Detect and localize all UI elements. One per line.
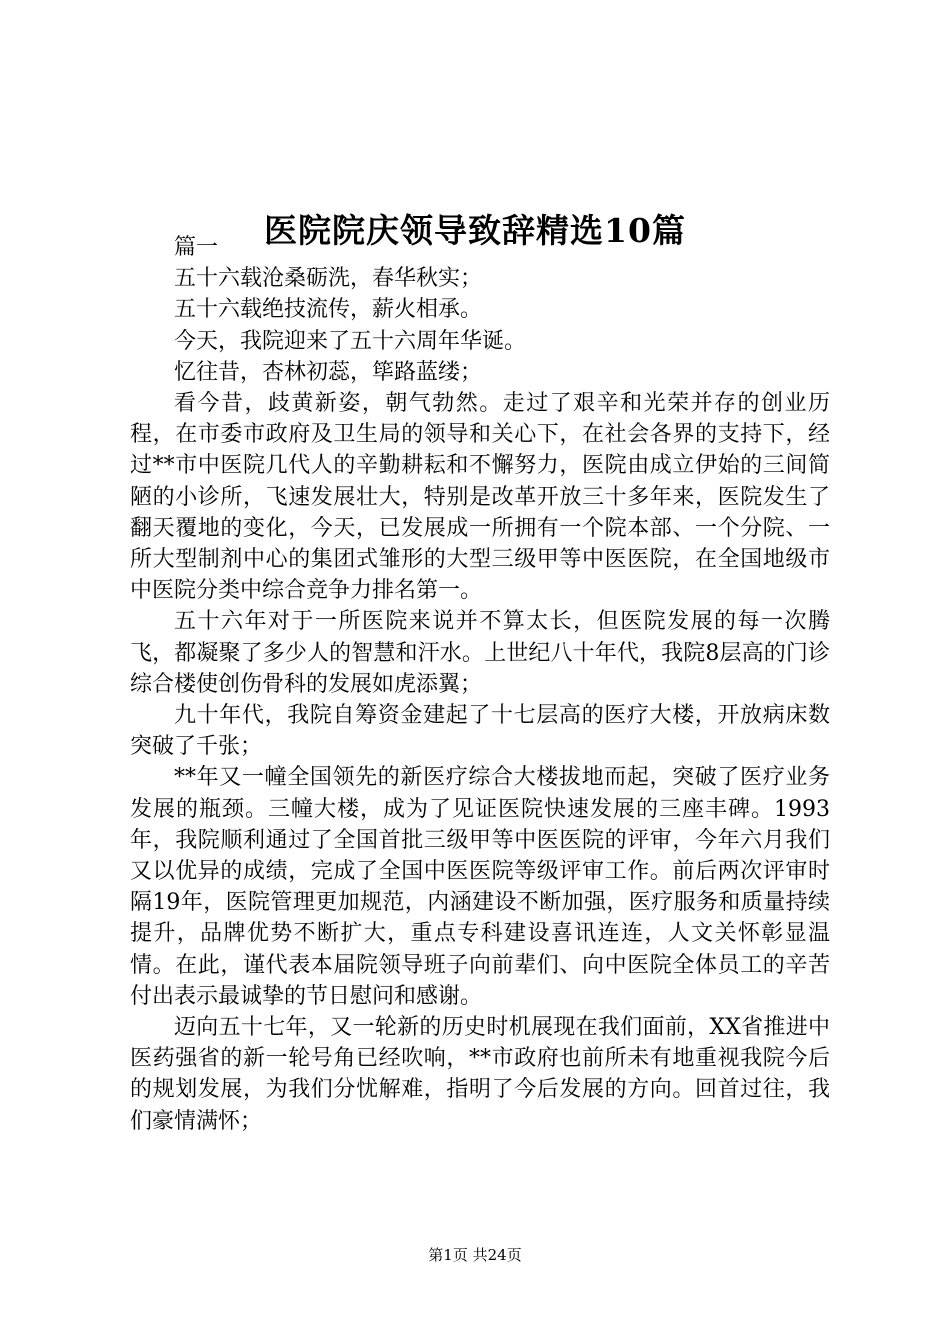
document-body — [130, 232, 830, 1137]
body-paragraph: 九十年代，我院自筹资金建起了十七层高的医疗大楼，开放病床数突破了千张； — [130, 703, 830, 760]
body-paragraph: 迈向五十七年，又一轮新的历史时机展现在我们面前，XX省推进中医药强省的新一轮号角已经吹响，**市政府也前所未有地重视我院今后的规划发展，为我们分忧解难，指明了今后发展的方向。回首过往，我们豪情满怀； — [130, 1015, 830, 1134]
document-title: 医院院庆领导致辞精选10篇 — [264, 211, 686, 251]
body-paragraph: 五十六年对于一所医院来说并不算太长，但医院发展的每一次腾飞，都凝聚了多少人的智慧和汗水。上世纪八十年代，我院8层高的门诊综合楼使创伤骨科的发展如虎添翼； — [130, 609, 830, 697]
body-paragraph: **年又一幢全国领先的新医疗综合大楼拔地而起，突破了医疗业务发展的瓶颈。三幢大楼，成为了见证医院快速发展的三座丰碑。1993年，我院顺利通过了全国首批三级甲等中医医院的评审，今年六月我们又以优异的成绩，完成了全国中医医院等级评审工作。前后两次评审时隔19年，医院管理更加规范，内涵建设不断加强，医疗服务和质量持续提升，品牌优势不断扩大，重点专科建设喜讯连连，人文关怀彰显温情。在此，谨代表本届院领导班子向前辈们、向中医院全体员工的辛苦付出表示最诚挚的节日慰问和感谢。 — [130, 765, 830, 1009]
verse-line: 忆往昔，杏林初蕊，筚路蓝缕； — [174, 359, 483, 385]
verse-line: 五十六载绝技流传，薪火相承。 — [174, 297, 483, 323]
page-number-footer: 第1页 共24页 — [428, 1246, 522, 1264]
verse-line: 今天，我院迎来了五十六周年华诞。 — [174, 328, 527, 354]
section-heading: 篇一 — [174, 235, 219, 260]
body-paragraph: 看今昔，歧黄新姿，朝气勃然。走过了艰辛和光荣并存的创业历程，在市委市政府及卫生局的领导和关心下，在社会各界的支持下，经过**市中医院几代人的辛勤耕耘和不懈努力，医院由成立伊始的三间简陋的小诊所，飞速发展壮大，特别是改革开放三十多年来，医院发生了翻天覆地的变化，今天，已发展成一所拥有一个院本部、一个分院、一所大型制剂中心的集团式雏形的大型三级甲等中医医院，在全国地级市中医院分类中综合竞争力排名第一。 — [130, 391, 830, 604]
verse-line: 五十六载沧桑砺洗，春华秋实； — [174, 266, 483, 292]
